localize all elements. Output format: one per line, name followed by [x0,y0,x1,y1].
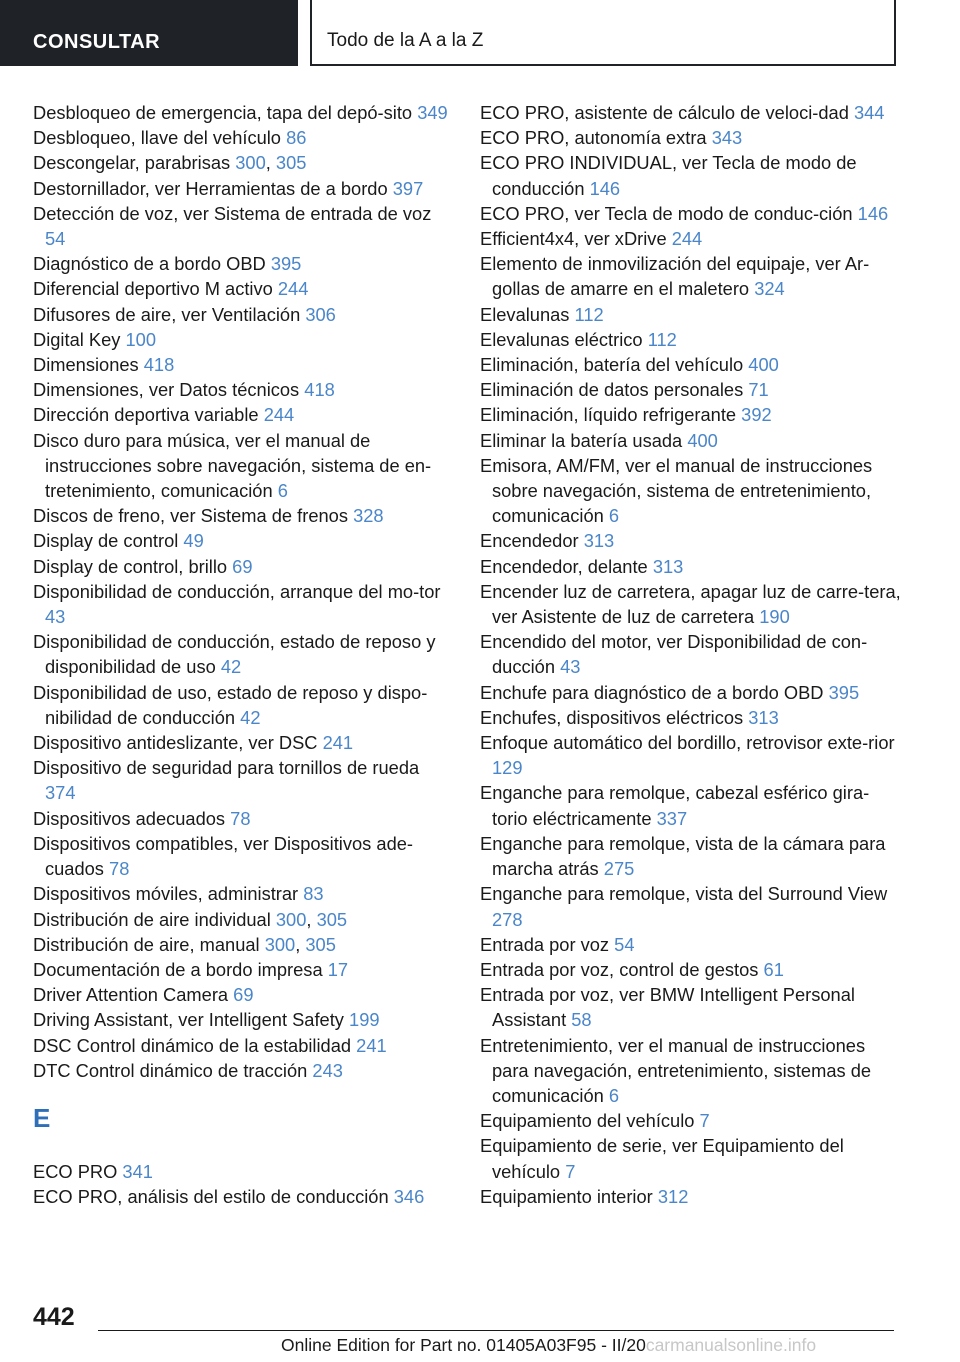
index-entry [480,453,904,529]
index-entry [33,1033,453,1058]
index-entry [33,730,453,755]
page-reference-link[interactable]: 112 [647,328,677,350]
page-reference-link[interactable]: 244 [277,278,309,300]
page-reference-link[interactable]: 305 [316,908,348,930]
index-entry-label: Eliminación, líquido refrigerante [480,404,737,426]
index-entry: Descongelar, parabrisas 300, 305 [33,152,307,174]
index-entry-label: Digital Key [33,328,121,350]
page-reference-link[interactable]: 397 [392,177,424,199]
page-reference-link[interactable]: 42 [220,656,242,678]
index-entry [33,276,453,301]
section-letter-heading: E [33,1102,51,1133]
page-reference-link[interactable]: 7 [565,1160,576,1182]
page-reference-link[interactable]: 400 [748,354,779,376]
index-entry [480,705,904,730]
page-reference-link[interactable]: 43 [45,606,66,628]
index-entry-label: Desbloqueo, llave del vehículo [33,127,281,149]
index-entry [33,1159,453,1184]
page-reference-link[interactable]: 78 [230,807,251,829]
index-entry [480,352,904,377]
header-section-title: Todo de la A a la Z [310,0,896,66]
index-entry-label: Encendedor, delante [480,555,648,577]
page-reference-link[interactable]: 43 [560,656,581,678]
index-entry [480,402,904,427]
footer-divider [98,1330,894,1331]
index-entry-label: Enganche para remolque, vista del Surround View [480,883,888,905]
index-entry-label: Dispositivo de seguridad para tornillos de rueda [33,757,420,779]
page-reference-link[interactable]: 305 [305,933,336,955]
page-reference-link[interactable]: 54 [45,228,66,250]
index-entry [480,881,904,931]
index-entry-label: Eliminación, batería del vehículo [480,354,744,376]
index-entry-label: Entrada por voz [480,933,610,955]
page-reference-link[interactable]: 146 [857,202,889,224]
index-entry [480,125,904,150]
page-reference-link[interactable]: 71 [748,379,769,401]
index-entry-label: Enganche para remolque, vista de la cámara para marcha atrás [480,832,886,880]
page-reference-link[interactable]: 244 [671,228,703,250]
index-entry-label: ECO PRO, ver Tecla de modo de conduc-ción [480,202,853,224]
page-reference-link[interactable]: 300 [264,933,296,955]
index-entry-label: DSC Control dinámico de la estabilidad [33,1034,352,1056]
index-entry-label: Enchufe para diagnóstico de a bordo OBD [480,681,824,703]
page-reference-link[interactable]: 199 [349,1009,380,1031]
page-reference-link[interactable]: 343 [711,127,743,149]
index-entry [480,831,904,881]
footer-watermark: carmanualsonline.info [645,1335,817,1355]
index-entry-label: ECO PRO [33,1160,118,1182]
index-entry [33,100,453,125]
index-entry [480,730,904,780]
index-entry-label: Display de control, brillo [33,555,228,577]
page-reference-link[interactable]: 418 [304,379,335,401]
index-entry [33,352,453,377]
index-column-left [33,100,453,1209]
index-entry-label: Desbloqueo de emergencia, tapa del depó-sito [33,102,413,123]
index-entry [480,1108,904,1133]
page-reference-link[interactable]: 112 [574,303,604,325]
page-reference-link[interactable]: 392 [741,404,772,426]
index-entry-label: DTC Control dinámico de tracción [33,1059,308,1081]
index-entry [33,125,453,150]
page-reference-link[interactable]: 313 [652,555,684,577]
page-reference-link[interactable]: 313 [748,706,779,728]
index-entry [33,528,453,553]
index-entry-label: ECO PRO, análisis del estilo de conducción [33,1186,389,1208]
page-reference-link[interactable]: 69 [232,555,253,577]
page-reference-link[interactable]: 337 [656,807,688,829]
index-entry-label: Equipamiento de serie, ver Equipamiento del vehículo [480,1135,844,1182]
index-entry-label: Equipamiento del vehículo [480,1110,695,1132]
index-entry [33,629,453,679]
index-entry [33,251,453,276]
page-reference-link[interactable]: 243 [312,1059,343,1081]
page-reference-link[interactable]: 7 [699,1110,710,1132]
page-reference-link[interactable]: 78 [109,858,130,880]
page-number: 442 [33,1303,75,1331]
page-reference-link[interactable]: 346 [393,1186,425,1208]
index-entry-label: Eliminación de datos personales [480,379,744,401]
index-entry-label: Driving Assistant, ver Intelligent Safety [33,1009,344,1031]
page-header [0,0,960,66]
page-reference-link[interactable]: 100 [125,328,156,350]
page-reference-link[interactable]: 374 [45,782,76,804]
index-entry-label: Entrada por voz, control de gestos [480,958,759,980]
index-entry-label: Enganche para remolque, cabezal esférico gira-torio eléctricamente [480,782,870,829]
index-entry [33,201,453,251]
index-entry-label: Dirección deportiva variable [33,404,259,426]
page-reference-link[interactable]: 344 [853,102,885,123]
index-entry-label: Encender luz de carretera, apagar luz de carre-tera, ver Asistente de luz de carretera [480,580,901,628]
index-entry [480,201,904,226]
index-entry-label: Dispositivos compatibles, ver Dispositivos ade-cuados [33,832,413,880]
index-entry [480,226,904,251]
index-entry [480,150,904,200]
index-entry-label: Diagnóstico de a bordo OBD [33,253,266,275]
index-entry-label: ECO PRO, autonomía extra [480,127,707,149]
index-entry [480,554,904,579]
index-entry-label: Disponibilidad de uso, estado de reposo y dispo-nibilidad de conducción [33,681,428,728]
page-reference-link[interactable]: 300 [235,152,266,174]
index-entry [33,806,453,831]
index-entry: Distribución de aire, manual 300, 305 [33,933,336,955]
index-entry-label: Difusores de aire, ver Ventilación [33,303,301,325]
page-reference-link[interactable]: 6 [608,1084,620,1106]
page-reference-link[interactable]: 395 [270,253,302,275]
page-reference-link[interactable]: 324 [754,278,785,300]
page-reference-link[interactable]: 241 [322,732,354,754]
index-entry-label: Distribución de aire individual [33,908,271,930]
page-reference-link[interactable]: 83 [303,883,324,905]
index-entry [480,629,904,679]
index-entry-label: Encendido del motor, ver Disponibilidad de con-ducción [480,631,868,678]
index-entry [33,176,453,201]
index-entry [33,1184,453,1209]
index-entry [480,528,904,553]
index-list-d [33,100,453,1083]
index-entry-label: Disponibilidad de conducción, arranque del mo-tor [33,580,441,602]
index-list-e-start [33,1159,453,1209]
page-reference-link[interactable]: 61 [763,958,784,980]
index-entry [33,982,453,1007]
index-entry [480,1184,904,1209]
index-entry [480,982,904,1032]
index-entry [33,680,453,730]
page-reference-link[interactable]: 6 [608,505,620,527]
page-reference-link[interactable]: 278 [492,908,523,930]
index-entry-label: Dispositivo antideslizante, ver DSC [33,732,318,754]
index-entry-label: Enfoque automático del bordillo, retrovisor exte-rior [480,732,895,754]
index-entry [480,932,904,957]
index-entry [480,780,904,830]
index-entry-label: Dimensiones [33,354,139,376]
index-entry: Distribución de aire individual 300, 305 [33,908,348,930]
index-entry-label: Dispositivos móviles, administrar [33,883,299,905]
index-entry [480,327,904,352]
index-entry-label: Emisora, AM/FM, ver el manual de instrucciones sobre navegación, sistema de entretenimiento, comunicación [480,454,873,527]
index-entry [480,100,904,125]
index-entry [33,755,453,805]
page-reference-link[interactable]: 241 [356,1034,387,1056]
page-reference-link[interactable]: 328 [353,505,384,527]
index-entry [480,957,904,982]
index-entry [480,1133,904,1183]
index-entry [480,251,904,301]
index-entry-label: Driver Attention Camera [33,984,229,1006]
index-entry-label: Disco duro para música, ver el manual de instrucciones sobre navegación, sistema de en-tretenimiento, comunicación [33,429,432,502]
page-reference-link[interactable]: 129 [492,757,523,779]
index-entry [33,377,453,402]
index-entry [480,428,904,453]
index-entry-label: Efficient4x4, ver xDrive [480,228,667,250]
index-entry [480,377,904,402]
page-reference-link[interactable]: 146 [589,177,621,199]
footer-edition-text: Online Edition for Part no. 01405A03F95 - II/20 [281,1335,646,1355]
page-reference-link[interactable]: 300 [275,908,307,930]
index-entry [33,881,453,906]
page-reference-link[interactable]: 341 [122,1160,153,1182]
page-reference-link[interactable]: 58 [571,1009,592,1031]
index-entry-label: Entretenimiento, ver el manual de instrucciones para navegación, entretenimiento, sistemas de comunicación [480,1034,872,1106]
index-entry-label: Elevalunas eléctrico [480,328,643,350]
index-entry-label: Disponibilidad de conducción, estado de reposo y disponibilidad de uso [33,631,436,678]
page-reference-link[interactable]: 400 [687,429,718,451]
page-reference-link[interactable]: 306 [305,303,336,325]
header-tab-consultar: CONSULTAR [0,0,298,66]
footer-edition [281,1332,816,1358]
index-entry [33,1058,453,1083]
index-entry-label: Destornillador, ver Herramientas de a bordo [33,177,388,199]
index-entry [33,402,453,427]
index-entry-label: Descongelar, parabrisas [33,152,231,174]
index-entry-label: Detección de voz, ver Sistema de entrada de voz [33,202,432,224]
page-reference-link[interactable]: 275 [603,858,635,880]
index-entry-label: Dispositivos adecuados [33,807,226,829]
index-entry-label: Dimensiones, ver Datos técnicos [33,379,300,401]
index-entry [33,957,453,982]
page-reference-link[interactable]: 86 [286,127,307,149]
index-entry-label: Documentación de a bordo impresa [33,958,323,980]
page-reference-link[interactable]: 313 [583,530,615,552]
page-reference-link[interactable]: 6 [277,480,288,502]
index-entry-label: Entrada por voz, ver BMW Intelligent Personal Assistant [480,984,855,1031]
index-column-right [480,100,904,1209]
index-entry-label: ECO PRO INDIVIDUAL, ver Tecla de modo de conducción [480,152,857,199]
index-entry [33,503,453,528]
index-entry [33,1007,453,1032]
page-reference-link[interactable]: 42 [240,706,261,728]
index-entry-label: Discos de freno, ver Sistema de frenos [33,505,348,527]
page-reference-link[interactable]: 49 [183,530,204,552]
index-entry-label: ECO PRO, asistente de cálculo de veloci-dad [480,102,849,123]
page-reference-link[interactable]: 418 [143,354,175,376]
index-list-e [480,100,904,1209]
index-entry-label: Encendedor [480,530,579,552]
index-entry-label: Equipamiento interior [480,1185,653,1207]
index-entry-label: Distribución de aire, manual [33,933,260,955]
page-reference-link[interactable]: 17 [327,958,349,980]
page-reference-link[interactable]: 349 [417,102,448,123]
index-entry-label: Eliminar la batería usada [480,429,683,451]
index-entry [33,302,453,327]
page-reference-link[interactable]: 69 [233,984,254,1006]
index-entry-label: Enchufes, dispositivos eléctricos [480,706,744,728]
index-entry-label: Display de control [33,530,179,552]
index-entry-label: Diferencial deportivo M activo [33,278,273,300]
page-reference-link[interactable]: 244 [263,404,295,426]
index-entry [33,428,453,504]
page-reference-link[interactable]: 395 [828,681,860,703]
index-entry [480,579,904,629]
page-reference-link[interactable]: 54 [614,933,635,955]
index-entry [480,680,904,705]
index-entry [33,327,453,352]
index-entry-label: Elemento de inmovilización del equipaje, ver Ar-gollas de amarre en el maletero [480,253,870,300]
index-entry [480,1033,904,1109]
page-reference-link[interactable]: 190 [759,606,790,628]
index-entry-label: Elevalunas [480,303,570,325]
index-entry [33,579,453,629]
index-entry [480,302,904,327]
page-reference-link[interactable]: 312 [657,1185,689,1207]
page-reference-link[interactable]: 305 [275,152,307,174]
index-entry [33,554,453,579]
index-entry [33,831,453,881]
